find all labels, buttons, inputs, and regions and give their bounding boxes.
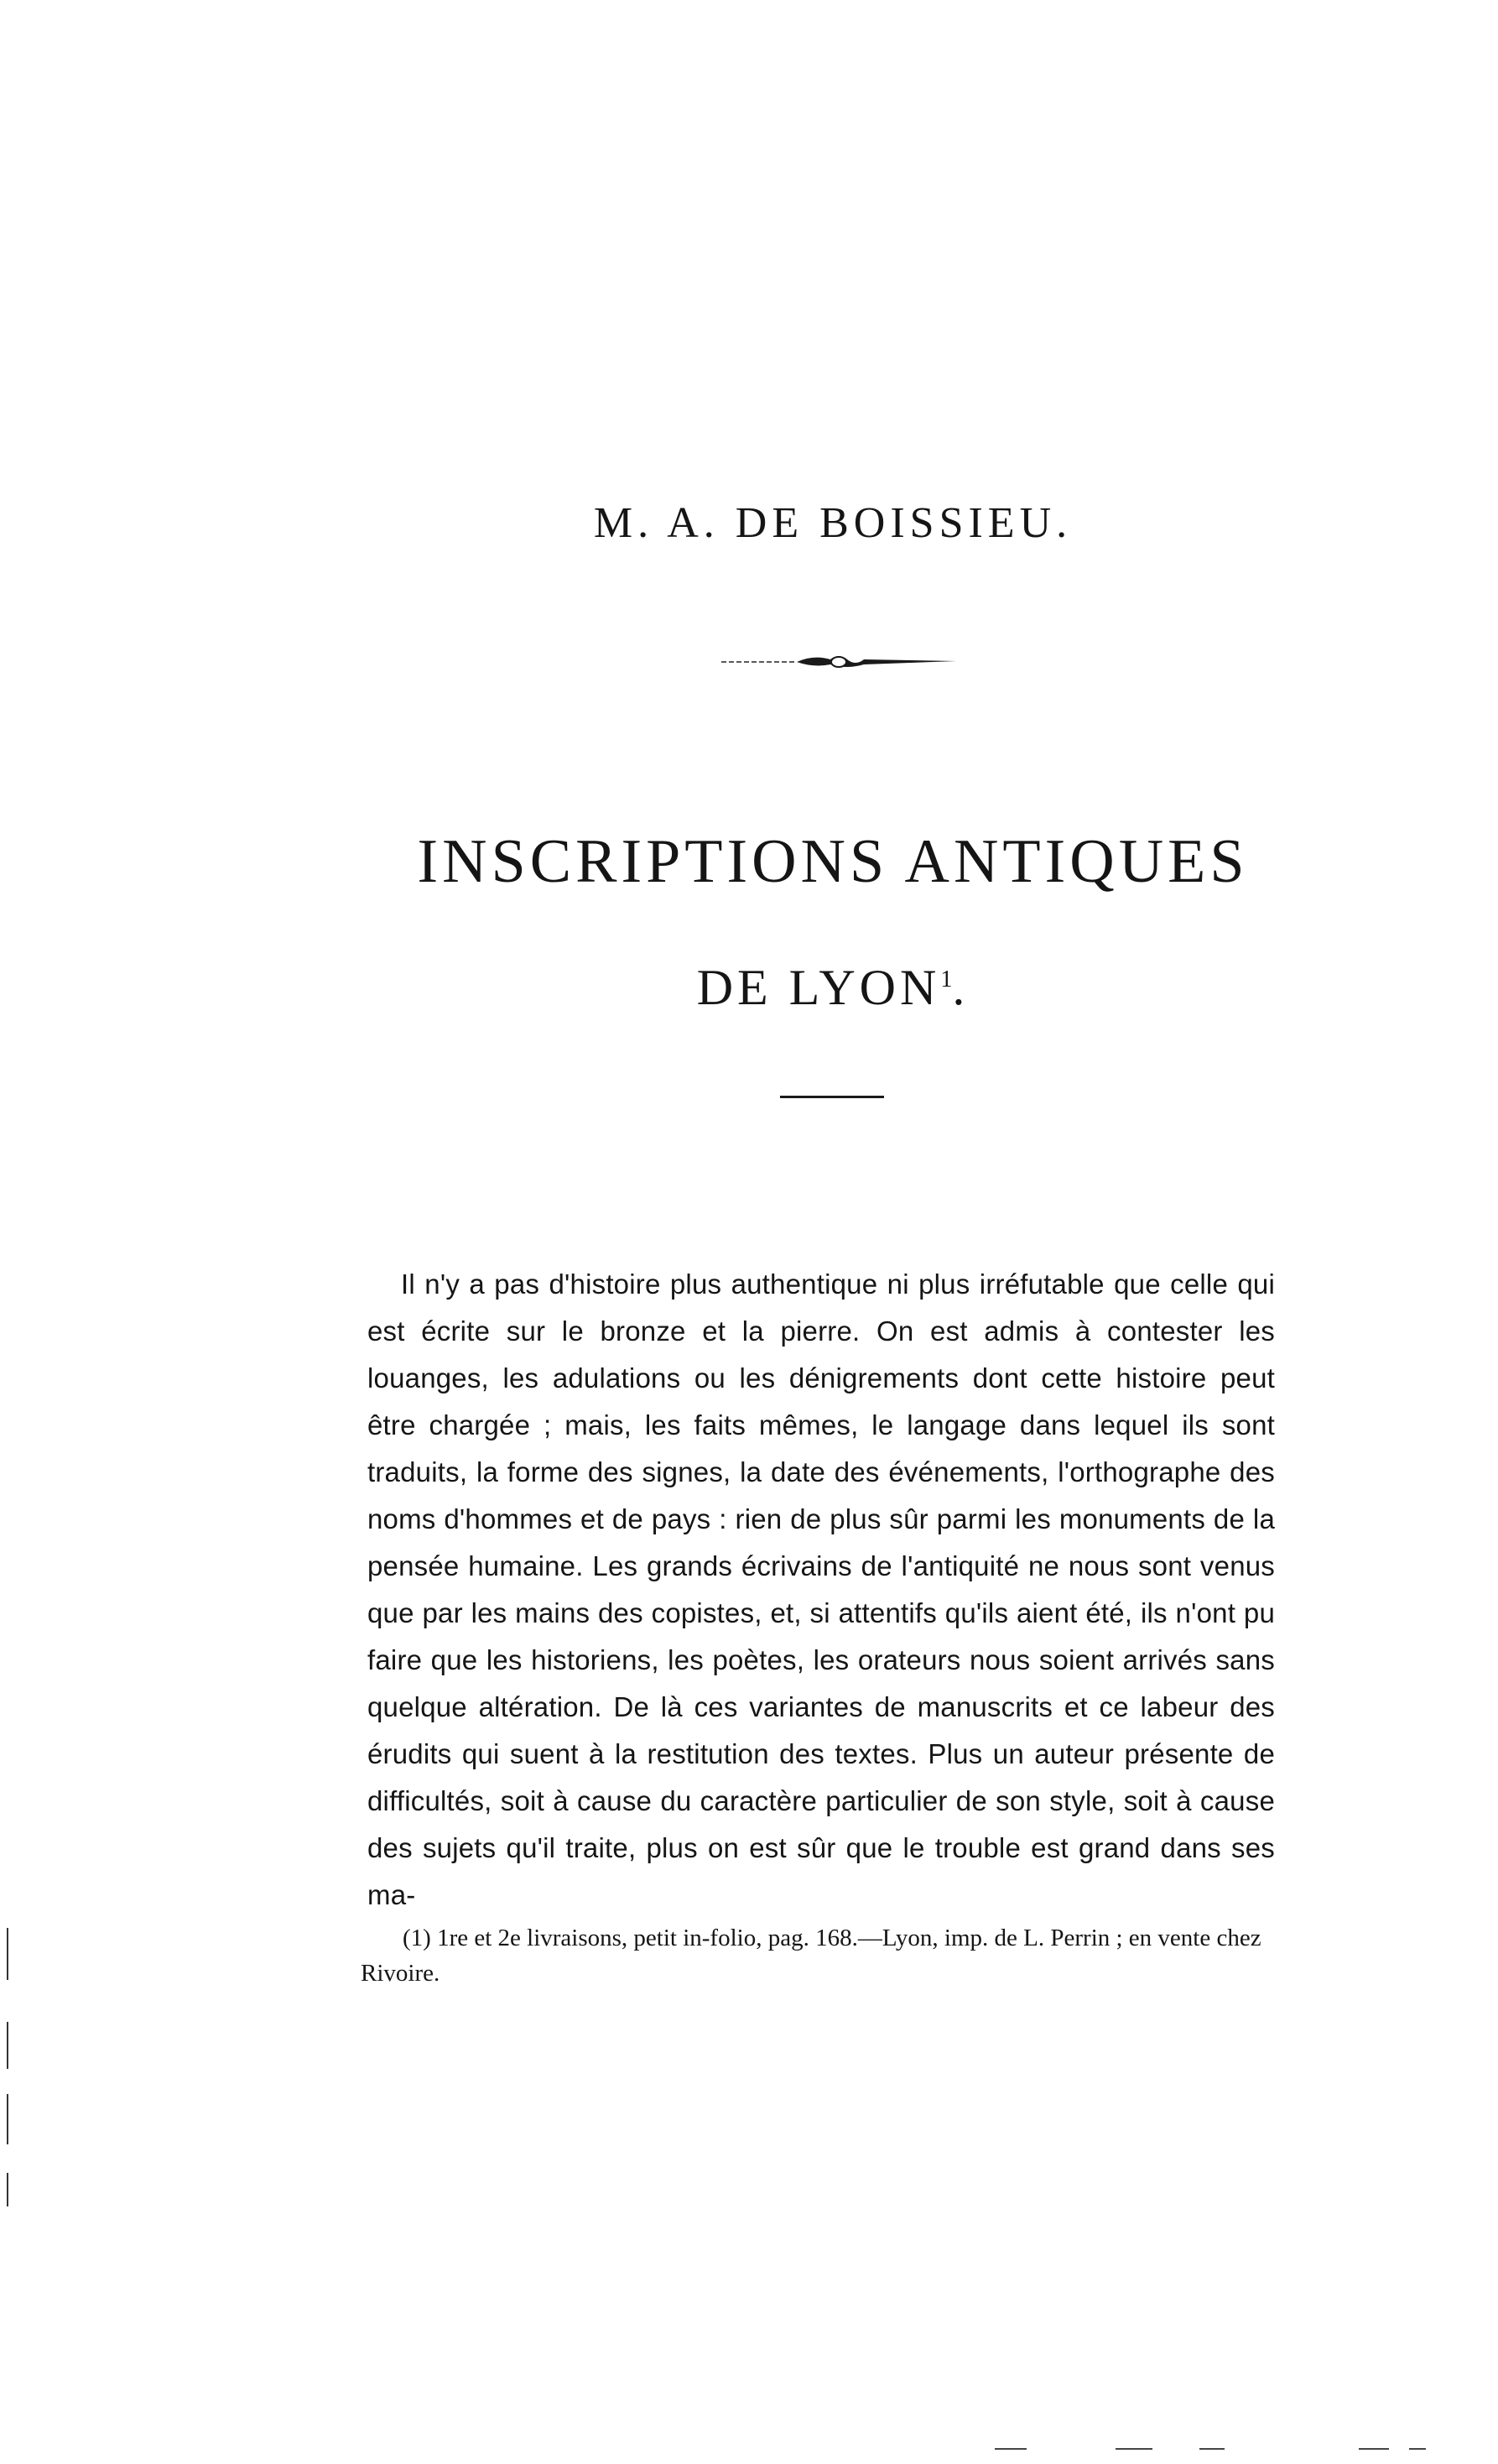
scan-edge-mark [1409,2448,1426,2450]
body-paragraph: Il n'y a pas d'histoire plus authentique ni plus irréfutable que celle qui est écrite sur le bronze et la pierre. On est admis à contester les louanges, les adulations ou les dénigrements dont cette histoire peut être chargée ; mais, les faits mêmes, le langage dans lequel ils sont traduits, la forme des signes, la date des événements, l'orthographe des noms d'hommes et de pays : rien de plus sûr parmi les monuments de la pensée humaine. Les grands écrivains de l'antiquité ne nous sont venus que par les mains des copistes, et, si attentifs qu'ils aient été, ils n'ont pu faire que les historiens, les poètes, les orateurs nous soient arrivés sans quelque altération. De là ces variantes de manuscrits et ce labeur des érudits qui suent à la restitution des textes. Plus un auteur présente de difficultés, soit à cause du caractère particulier de son style, soit à cause des sujets qu'il traite, plus on est sûr que le trouble est grand dans ses ma- [367,1268,1275,1910]
ornament-divider [721,651,956,673]
page-title: INSCRIPTIONS ANTIQUES [417,827,1249,896]
scan-margin-mark [7,2094,8,2144]
scan-edge-mark [995,2448,1027,2450]
page-subtitle: DE LYON$^1$. [696,960,970,1015]
scan-edge-mark [1359,2448,1389,2450]
scan-margin-mark [7,2173,8,2206]
scan-margin-mark [7,2022,8,2069]
section-rule [780,1096,884,1098]
scan-edge-mark [1199,2448,1225,2450]
subtitle-text: DE LYON [696,960,941,1015]
author-heading: M. A. DE BOISSIEU. [593,499,1073,547]
scan-margin-mark [7,1928,8,1980]
footnote: (1) 1re et 2e livraisons, petit in-folio, pag. 168.—Lyon, imp. de L. Perrin ; en vente chez Rivoire. [361,1925,1261,1987]
scan-edge-mark [1116,2448,1152,2450]
footnote-reference: 1 [940,966,953,992]
